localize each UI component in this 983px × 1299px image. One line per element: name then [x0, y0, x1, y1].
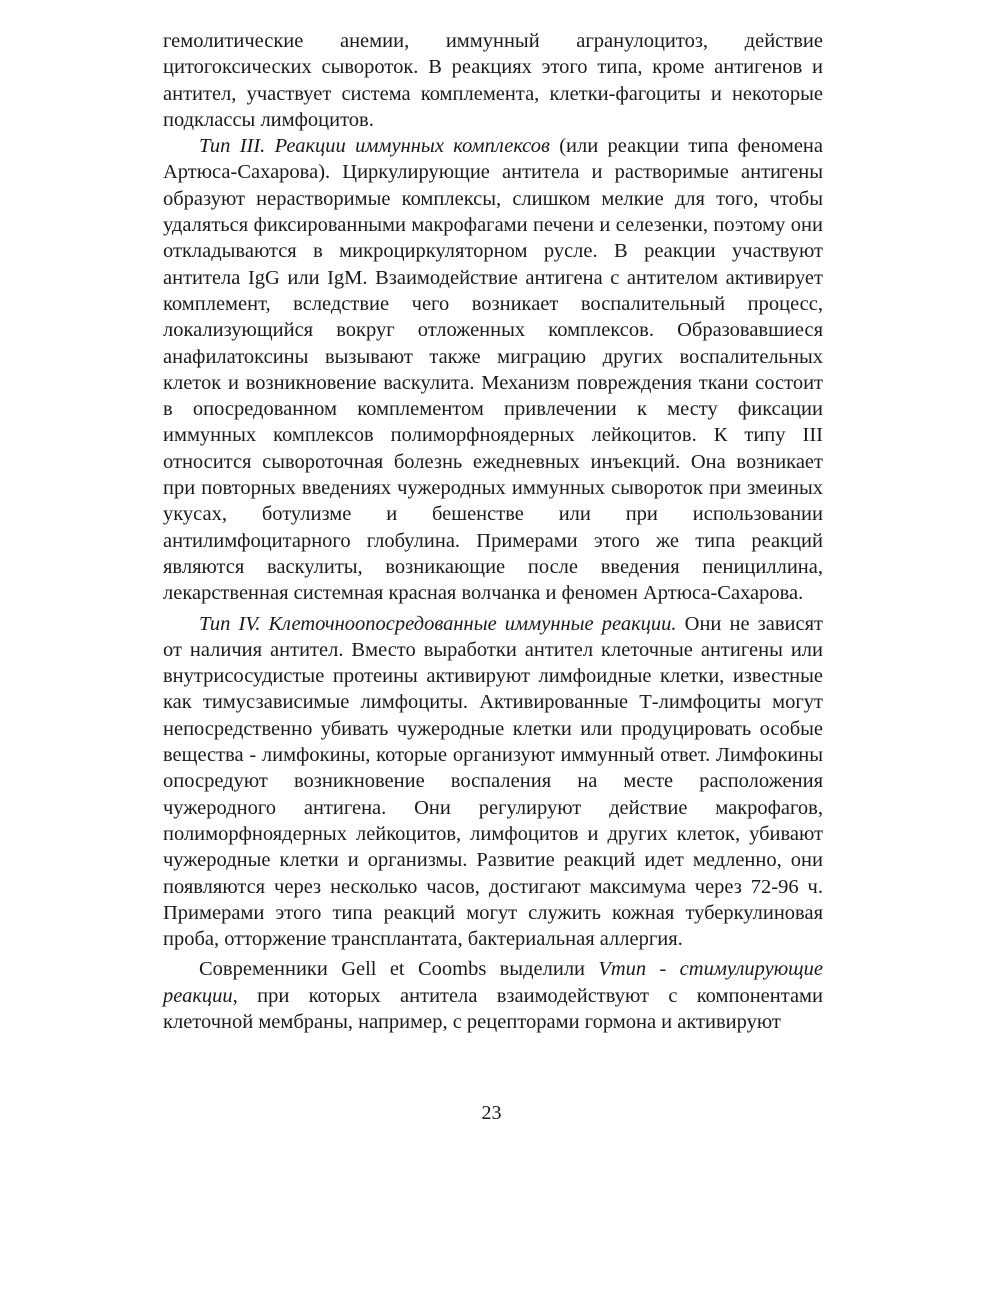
- heading-type-v: Vтип - стимулирующие реакции: [163, 958, 824, 1007]
- page-number: 23: [481, 1102, 502, 1124]
- paragraph-type-iv: [163, 611, 823, 953]
- heading-type-iii: Тип III. Реакции иммунных комплексов: [199, 135, 550, 158]
- paragraph-type-iii-text: (или реакции типа феномена Артюса-Сахарова). Циркулирующие антитела и растворимые антигены образуют нерастворимые комплексы, слишком мелкие для того, чтобы удаляться фиксированными макрофагами печени и селезенки, поэтому они откладываются в микроциркуляторном русле. В реакции участвуют антитела IgG или IgM. Взаимодействие антигена с антителом активирует комплемент, вследствие чего возникает воспалительный процесс, локализующийся вокруг отложенных комплексов. Образовавшиеся анафилатоксины вызывают также миграцию других воспалительных клеток и возникновение васкулита. Механизм повреждения ткани состоит в опосредованном комплементом привлечении к месту фиксации иммунных комплексов полиморфноядерных лейкоцитов. К типу III относится сывороточная болезнь ежедневных инъекций. Она возникает при повторных введениях чужеродных иммунных сывороток при змеиных укусах, ботулизме и бешенстве или при использовании антилимфоцитарного глобулина. Примерами этого же типа реакций являются васкулиты, возникающие после введения пенициллина, лекарственная системная красная волчанка и феномен Артюса-Сахарова.: [163, 135, 823, 605]
- paragraph-type-v-text: , при которых антитела взаимодействуют с компонентами клеточной мембраны, например, с рецепторами гормона и активируют: [163, 984, 823, 1033]
- paragraph-type-iv-text: Они не зависят от наличия антител. Вместо выработки антител клеточные антигены или внутрисосудистые протеины активируют лимфоидные клетки, известные как тимусзависимые лимфоциты. Активированные Т-лимфоциты могут непосредственно убивать чужеродные клетки или продуцировать особые вещества - лимфокины, которые организуют иммунный ответ. Лимфокины опосредуют возникновение воспаления на месте расположения чужеродного антигена. Они регулируют действие макрофагов, полиморфноядерных лейкоцитов, лимфоцитов и других клеток, убивают чужеродные клетки и организмы. Развитие реакций идет медленно, они появляются через несколько часов, достигают максимума через 72-96 ч. Примерами этого типа реакций могут служить кожная туберкулиновая проба, отторжение трансплантата, бактериальная аллергия.: [163, 612, 824, 951]
- paragraph-continuation: гемолитические анемии, иммунный агранулоцитоз, действие цитогоксических сывороток. В реакциях этого типа, кроме антигенов и антител, участвует система комплемента, клетки-фагоциты и некоторые подклассы лимфоцитов.: [163, 30, 823, 131]
- heading-type-iv: Тип IV. Клеточноопосредованные иммунные реакции.: [199, 612, 677, 635]
- paragraph-type-iii: [163, 133, 823, 606]
- paragraph-type-v: [163, 956, 823, 1035]
- document-body: [163, 28, 823, 1035]
- paragraph-type-v-lead: Современники Gell et Coombs выделили: [199, 958, 599, 981]
